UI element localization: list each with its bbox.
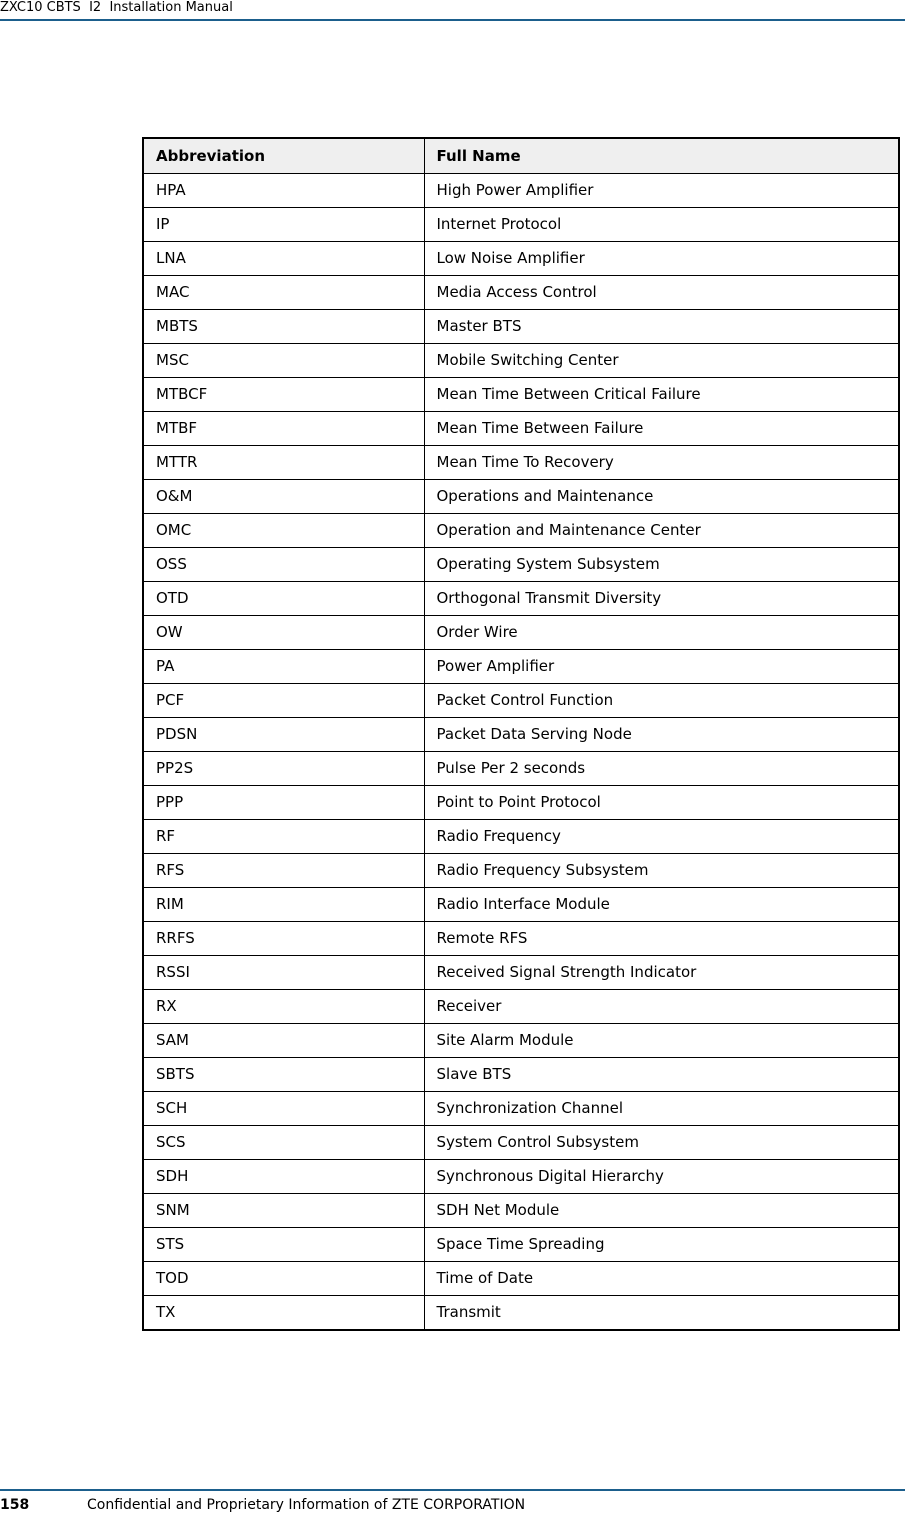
full-name-cell: Remote RFS: [424, 922, 899, 956]
full-name-cell: Time of Date: [424, 1262, 899, 1296]
abbreviation-cell: STS: [143, 1228, 424, 1262]
abbreviation-cell: SAM: [143, 1024, 424, 1058]
full-name-cell: Point to Point Protocol: [424, 786, 899, 820]
abbreviation-cell: LNA: [143, 242, 424, 276]
abbreviation-cell: RSSI: [143, 956, 424, 990]
abbreviation-cell: SBTS: [143, 1058, 424, 1092]
abbreviation-cell: PP2S: [143, 752, 424, 786]
table-row: [143, 174, 899, 208]
table-row: [143, 276, 899, 310]
full-name-cell: Internet Protocol: [424, 208, 899, 242]
table-row: [143, 1296, 899, 1331]
column-header-full-name: Full Name: [424, 138, 899, 174]
table-row: [143, 378, 899, 412]
abbreviation-cell: MTTR: [143, 446, 424, 480]
table-row: [143, 208, 899, 242]
abbreviation-cell: RIM: [143, 888, 424, 922]
table-row: [143, 1228, 899, 1262]
table-row: [143, 990, 899, 1024]
abbreviation-cell: RX: [143, 990, 424, 1024]
running-header: ZXC10 CBTS I2 Installation Manual: [0, 0, 233, 15]
full-name-cell: Radio Frequency: [424, 820, 899, 854]
full-name-cell: Site Alarm Module: [424, 1024, 899, 1058]
abbreviation-cell: IP: [143, 208, 424, 242]
full-name-cell: Orthogonal Transmit Diversity: [424, 582, 899, 616]
table-row: [143, 684, 899, 718]
abbreviation-cell: PCF: [143, 684, 424, 718]
full-name-cell: Slave BTS: [424, 1058, 899, 1092]
abbreviation-cell: PPP: [143, 786, 424, 820]
full-name-cell: Master BTS: [424, 310, 899, 344]
abbreviation-cell: HPA: [143, 174, 424, 208]
table-row: [143, 446, 899, 480]
table-row: [143, 786, 899, 820]
table-header-row: [143, 138, 899, 174]
abbreviation-cell: PDSN: [143, 718, 424, 752]
abbreviation-cell: OW: [143, 616, 424, 650]
full-name-cell: Synchronous Digital Hierarchy: [424, 1160, 899, 1194]
table-row: [143, 344, 899, 378]
abbreviation-cell: RRFS: [143, 922, 424, 956]
table-row: [143, 582, 899, 616]
table-row: [143, 1126, 899, 1160]
full-name-cell: Operating System Subsystem: [424, 548, 899, 582]
footer-confidentiality-note: Confidential and Proprietary Information of ZTE CORPORATION: [87, 1497, 526, 1513]
full-name-cell: Transmit: [424, 1296, 899, 1331]
abbreviation-cell: O&M: [143, 480, 424, 514]
abbreviation-cell: OMC: [143, 514, 424, 548]
table-row: [143, 412, 899, 446]
full-name-cell: Space Time Spreading: [424, 1228, 899, 1262]
table-row: [143, 1194, 899, 1228]
abbreviation-cell: OSS: [143, 548, 424, 582]
abbreviation-cell: MTBF: [143, 412, 424, 446]
abbreviation-cell: MSC: [143, 344, 424, 378]
abbreviation-cell: OTD: [143, 582, 424, 616]
table-row: [143, 922, 899, 956]
full-name-cell: Mean Time To Recovery: [424, 446, 899, 480]
table-row: [143, 242, 899, 276]
table-row: [143, 820, 899, 854]
abbreviation-cell: SNM: [143, 1194, 424, 1228]
full-name-cell: Packet Data Serving Node: [424, 718, 899, 752]
full-name-cell: Pulse Per 2 seconds: [424, 752, 899, 786]
table-body: [143, 174, 899, 1331]
table-row: [143, 1092, 899, 1126]
table-row: [143, 514, 899, 548]
abbreviation-cell: SCS: [143, 1126, 424, 1160]
full-name-cell: Mean Time Between Critical Failure: [424, 378, 899, 412]
table-row: [143, 956, 899, 990]
table-row: [143, 616, 899, 650]
abbreviation-cell: MAC: [143, 276, 424, 310]
full-name-cell: System Control Subsystem: [424, 1126, 899, 1160]
table-row: [143, 752, 899, 786]
table-row: [143, 480, 899, 514]
abbreviation-cell: MBTS: [143, 310, 424, 344]
table-row: [143, 854, 899, 888]
table-row: [143, 1262, 899, 1296]
abbreviation-cell: PA: [143, 650, 424, 684]
full-name-cell: Order Wire: [424, 616, 899, 650]
column-header-abbreviation: Abbreviation: [143, 138, 424, 174]
full-name-cell: Radio Interface Module: [424, 888, 899, 922]
table-row: [143, 310, 899, 344]
abbreviation-cell: TX: [143, 1296, 424, 1331]
abbreviation-table: [142, 137, 900, 1331]
table-row: [143, 718, 899, 752]
table-row: [143, 888, 899, 922]
abbreviation-cell: RFS: [143, 854, 424, 888]
table-row: [143, 1058, 899, 1092]
full-name-cell: Mean Time Between Failure: [424, 412, 899, 446]
page-number: 158: [0, 1497, 30, 1513]
full-name-cell: Low Noise Amplifier: [424, 242, 899, 276]
table-row: [143, 1160, 899, 1194]
abbreviation-cell: SDH: [143, 1160, 424, 1194]
table-row: [143, 548, 899, 582]
table-row: [143, 650, 899, 684]
abbreviation-cell: SCH: [143, 1092, 424, 1126]
full-name-cell: Media Access Control: [424, 276, 899, 310]
full-name-cell: Receiver: [424, 990, 899, 1024]
full-name-cell: Mobile Switching Center: [424, 344, 899, 378]
full-name-cell: Radio Frequency Subsystem: [424, 854, 899, 888]
header-divider: [0, 19, 905, 21]
full-name-cell: Operations and Maintenance: [424, 480, 899, 514]
abbreviation-cell: MTBCF: [143, 378, 424, 412]
abbreviation-cell: TOD: [143, 1262, 424, 1296]
full-name-cell: Packet Control Function: [424, 684, 899, 718]
abbreviation-cell: RF: [143, 820, 424, 854]
full-name-cell: Power Amplifier: [424, 650, 899, 684]
full-name-cell: Received Signal Strength Indicator: [424, 956, 899, 990]
full-name-cell: Synchronization Channel: [424, 1092, 899, 1126]
full-name-cell: SDH Net Module: [424, 1194, 899, 1228]
full-name-cell: High Power Amplifier: [424, 174, 899, 208]
footer-divider: [0, 1489, 905, 1491]
full-name-cell: Operation and Maintenance Center: [424, 514, 899, 548]
table-row: [143, 1024, 899, 1058]
